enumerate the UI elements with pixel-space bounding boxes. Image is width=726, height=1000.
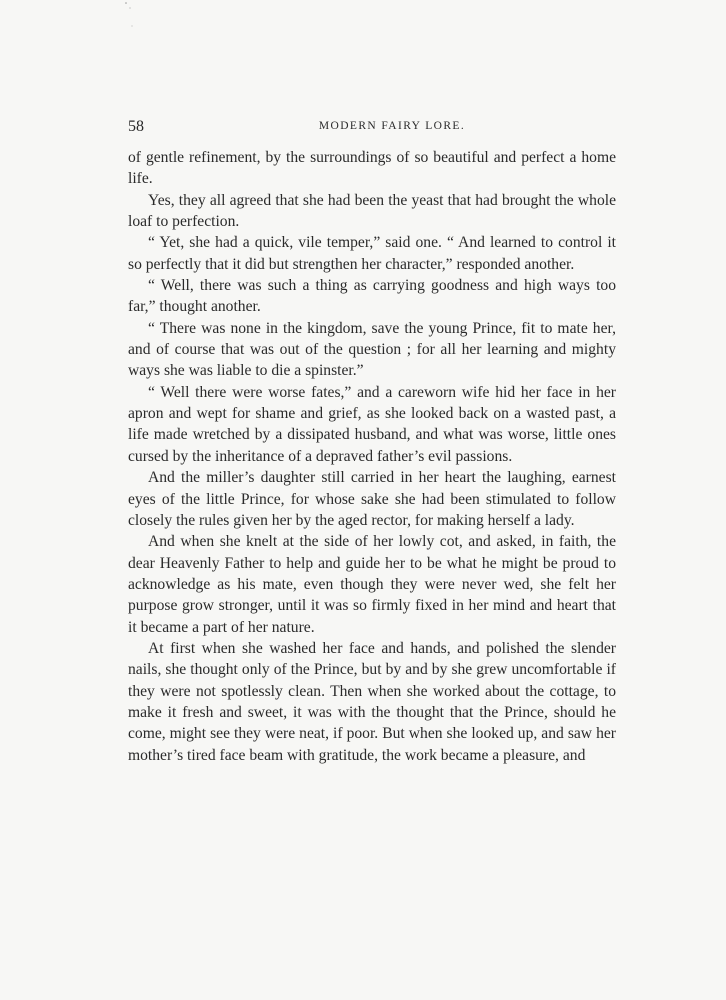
paragraph-8: And when she knelt at the side of her lowly cot, and asked, in faith, the dear Heavenly Father to help and guide her to be what he might be proud to acknowledge as his mate, even though they were never wed, she felt her purpose grow stronger, until it was so firmly fixed in her mind and heart that it became a part of her nature. [128, 533, 616, 636]
running-head: MODERN FAIRY LORE. [318, 120, 466, 132]
page-header [128, 118, 616, 140]
paragraph-6: “ Well there were worse fates,” and a careworn wife hid her face in her apron and wept for shame and grief, as she looked back on a wasted past, a life made wretched by a dissipated husband, and what was worse, little ones cursed by the inheritance of a depraved father’s evil passions. [128, 383, 616, 465]
paragraph-7: And the miller’s daughter still carried in her heart the laughing, earnest eyes of the little Prince, for whose sake she had been stimulated to follow closely the rules given her by the aged rector, for making herself a lady. [128, 469, 616, 529]
paragraph-3: “ Yet, she had a quick, vile temper,” said one. “ And learned to control it so perfectly that it did but strengthen her character,” responded another. [128, 234, 616, 273]
paragraph-5: “ There was none in the kingdom, save the young Prince, fit to mate her, and of course that was out of the question ; for all her learning and mighty ways she was liable to die a spinster.” [128, 319, 616, 380]
paragraph-9: At first when she washed her face and hands, and polished the slender nails, she thought only of the Prince, but by and by she grew uncomfortable if they were not spotlessly clean. Then when she worked about the cottage, to make it fresh and sweet, it was with the thought that the Prince, should he come, might see they were neat, if poor. But when she looked up, and saw her mother’s tired face beam with gratitude, the work became a pleasure, and [128, 639, 616, 764]
paragraph-4: “ Well, there was such a thing as carrying goodness and high ways too far,” thought another. [128, 277, 616, 316]
paragraph-2: Yes, they all agreed that she had been the yeast that had brought the whole loaf to perfection. [128, 191, 616, 231]
page-number: 58 [128, 118, 144, 135]
body-text [128, 147, 616, 766]
paper-specks [118, 0, 148, 30]
paragraph-1: of gentle refinement, by the surroundings of so beautiful and perfect a home life. [128, 149, 616, 188]
